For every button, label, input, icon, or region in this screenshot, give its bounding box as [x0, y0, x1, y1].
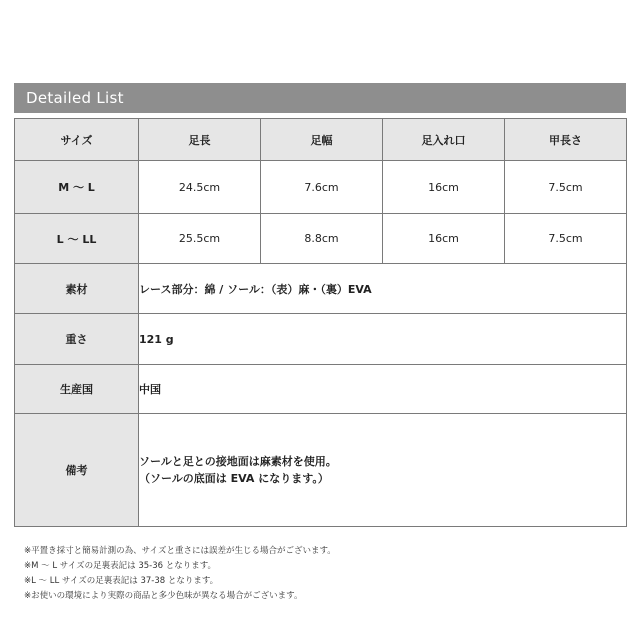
footnote: ※L ～ LL サイズの足裏表記は 37-38 となります。: [24, 576, 219, 586]
material-row: [15, 264, 627, 314]
table-header-row: [15, 119, 627, 161]
table-cell: 7.6cm: [261, 161, 383, 214]
material-value: レース部分：綿 / ソール：（表）麻・（裏）EVA: [139, 264, 627, 314]
table-cell: 7.5cm: [505, 214, 627, 264]
size-label: L ～ LL: [15, 214, 139, 264]
column-header-instep-length: 甲長さ: [505, 119, 627, 161]
weight-row: [15, 314, 627, 365]
remarks-value: [139, 414, 627, 527]
remarks-label: 備考: [15, 414, 139, 527]
weight-value: 121 g: [139, 314, 627, 365]
origin-label: 生産国: [15, 365, 139, 414]
column-header-foot-length: 足長: [139, 119, 261, 161]
footnotes: [24, 544, 336, 604]
table-cell: 16cm: [383, 161, 505, 214]
origin-row: [15, 365, 627, 414]
spec-table: [14, 118, 627, 527]
material-label: 素材: [15, 264, 139, 314]
column-header-size: サイズ: [15, 119, 139, 161]
table-row: [15, 214, 627, 264]
table-row: [15, 161, 627, 214]
table-cell: 24.5cm: [139, 161, 261, 214]
remarks-line: ソールと足との接地面は麻素材を使用。: [139, 455, 337, 468]
footnote: ※お使いの環境により実際の商品と多少色味が異なる場合がございます。: [24, 591, 303, 601]
remarks-row: [15, 414, 627, 527]
weight-label: 重さ: [15, 314, 139, 365]
table-cell: 16cm: [383, 214, 505, 264]
table-cell: 25.5cm: [139, 214, 261, 264]
section-title: Detailed List: [26, 89, 124, 107]
table-cell: 8.8cm: [261, 214, 383, 264]
remarks-line: （ソールの底面は EVA になります。）: [139, 472, 329, 485]
column-header-opening: 足入れ口: [383, 119, 505, 161]
size-label: M ～ L: [15, 161, 139, 214]
column-header-foot-width: 足幅: [261, 119, 383, 161]
section-header: [14, 83, 626, 113]
origin-value: 中国: [139, 365, 627, 414]
footnote: ※平置き採寸と簡易計測の為、サイズと重さには誤差が生じる場合がございます。: [24, 546, 336, 556]
footnote: ※M ～ L サイズの足裏表記は 35-36 となります。: [24, 561, 217, 571]
table-cell: 7.5cm: [505, 161, 627, 214]
